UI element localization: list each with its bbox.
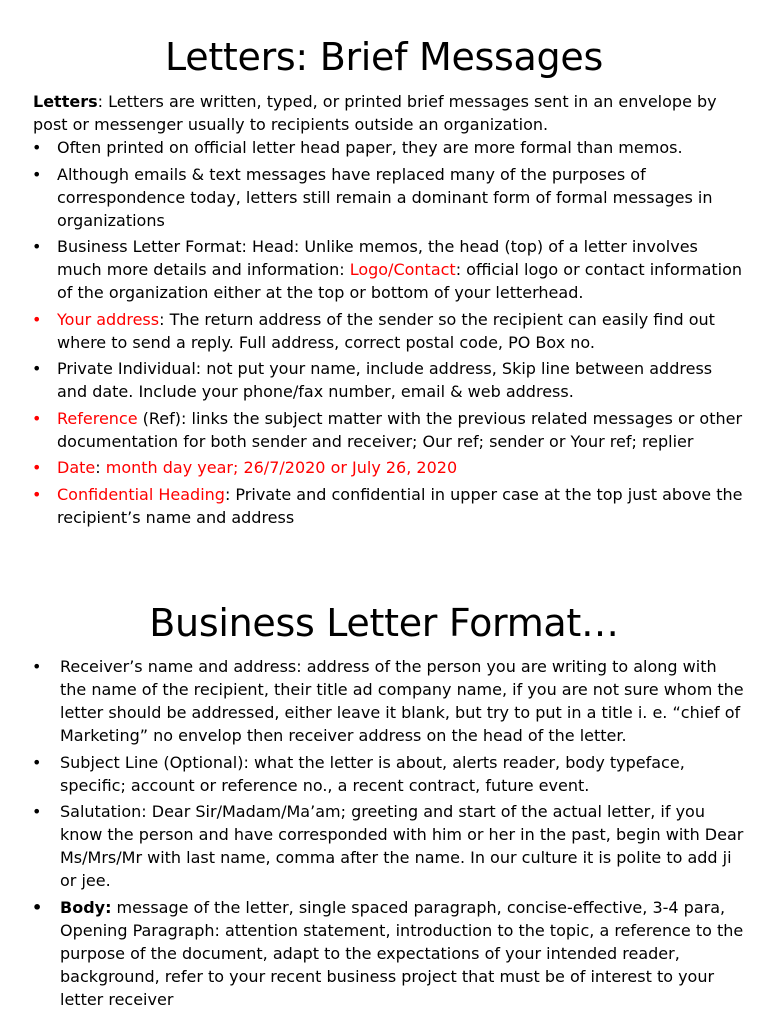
list-item: • Often printed on official letter head paper, they are more formal than memos.	[32, 138, 683, 157]
list-item: • Salutation: Dear Sir/Madam/Ma’am; greeting and start of the actual letter, if you know the person and have corresponded with him or her in the past, begin with Dear Ms/Mrs/Mr with last name, comma after the name. In our culture it is polite to add ji or jee.	[32, 802, 744, 890]
list-item-text: Private Individual: not put your name, include address, Skip line between address and date. Include your phone/fax number, email & web address.	[57, 359, 713, 401]
highlight-term: month day year; 26/7/2020 or July 26, 2020	[105, 458, 458, 477]
list-item: • Your address: The return address of the sender so the recipient can easily find out where to send a reply. Full address, correct postal code, PO Box no.	[32, 309, 715, 352]
highlight-term: Date	[57, 458, 96, 477]
slide-title: Business Letter Format…	[149, 601, 619, 645]
highlight-term: Confidential Heading	[57, 484, 225, 504]
list-item: • Business Letter Format: Head: Unlike memos, the head (top) of a letter involves much more details and information: Logo/Contact: official logo or contact information of the organization either at the top or bottom of your letterhead.	[32, 237, 743, 302]
list-item-text: : Private and confidential in upper case at the top just above the recipient’s name and address	[57, 484, 743, 527]
list-item: • Private Individual: not put your name, include address, Skip line between address and date. Include your phone/fax number, email & web address.	[32, 359, 713, 401]
list-item-text: Subject Line (Optional): what the letter is about, alerts reader, body typeface, specific; account or reference no., a recent contract, future event.	[60, 752, 685, 795]
highlight-term: Reference	[57, 408, 138, 428]
list-item-text: message of the letter, single spaced paragraph, concise-effective, 3-4 para, Opening Paragraph: attention statement, introduction to the topic, a reference to the purpose of the document, adapt to the expectations of your intended reader, background, refer to your recent business project that must be of interest to your letter receiver	[60, 897, 744, 1009]
list-item-text: : The return address of the sender so the recipient can easily find out where to send a reply. Full address, correct postal code, PO Box no.	[57, 309, 715, 352]
list-item: • Receiver’s name and address: address of the person you are writing to along with the name of the recipient, their title ad company name, if you are not sure whom the letter should be addressed, either leave it blank, but try to put in a title i. e. “chief of Marketing” no envelop then receiver address on the head of the letter.	[32, 657, 744, 745]
list-item-text: Although emails & text messages have replaced many of the purposes of correspondence today, letters still remain a dominant form of formal messages in organizations	[57, 164, 713, 230]
highlight-term: Your address	[57, 309, 160, 329]
bold-term: Body:	[60, 897, 112, 917]
list-item-text: Often printed on official letter head paper, they are more formal than memos.	[57, 138, 683, 157]
list-item: • Body: message of the letter, single spaced paragraph, concise-effective, 3-4 para, Opening Paragraph: attention statement, introduction to the topic, a reference to the purpose of the document, adapt to the expectations of your intended reader, background, refer to your recent business project that must be of interest to your letter receiver	[32, 897, 744, 1009]
list-item-text: : official logo or contact information of the organization either at the top or bottom of your letterhead.	[57, 260, 743, 302]
list-item-text: Business Letter Format: Head: Unlike memos, the head (top) of a letter involves much more details and information:	[57, 237, 698, 279]
intro-paragraph	[33, 90, 746, 136]
slide-business-letter-format	[0, 590, 768, 1024]
bullet-list	[32, 655, 746, 1011]
intro-term: Letters	[33, 92, 98, 111]
list-item: • Although emails & text messages have replaced many of the purposes of correspondence today, letters still remain a dominant form of formal messages in organizations	[32, 164, 713, 230]
slide-title: Letters: Brief Messages	[165, 35, 603, 79]
list-item-text: Receiver’s name and address: address of the person you are writing to along with the name of the recipient, their title ad company name, if you are not sure whom the letter should be addressed, either leave it blank, but try to put in a title i. e. “chief of Marketing” no envelop then receiver address on the head of the letter.	[60, 657, 744, 745]
list-item-text: :	[95, 458, 106, 477]
list-item-text: (Ref): links the subject matter with the previous related messages or other documentation for both sender and receiver; Our ref; sender or Your ref; replier	[57, 408, 743, 451]
list-item-text: Salutation: Dear Sir/Madam/Ma’am; greeting and start of the actual letter, if you know the person and have corresponded with him or her in the past, begin with Dear Ms/Mrs/Mr with last name, comma after the name. In our culture it is polite to add ji or jee.	[60, 802, 744, 890]
highlight-term: Logo/Contact	[349, 260, 456, 279]
bullet-list	[32, 136, 746, 529]
list-item: • Subject Line (Optional): what the letter is about, alerts reader, body typeface, specific; account or reference no., a recent contract, future event.	[32, 752, 685, 795]
list-item: • Confidential Heading: Private and confidential in upper case at the top just above the recipient’s name and address	[32, 484, 743, 527]
list-item: • Reference (Ref): links the subject matter with the previous related messages or other documentation for both sender and receiver; Our ref; sender or Your ref; replier	[32, 408, 743, 451]
intro-text: : Letters are written, typed, or printed brief messages sent in an envelope by post or messenger usually to recipients outside an organization.	[33, 92, 717, 134]
list-item: • Date: month day year; 26/7/2020 or July 26, 2020	[32, 458, 458, 477]
